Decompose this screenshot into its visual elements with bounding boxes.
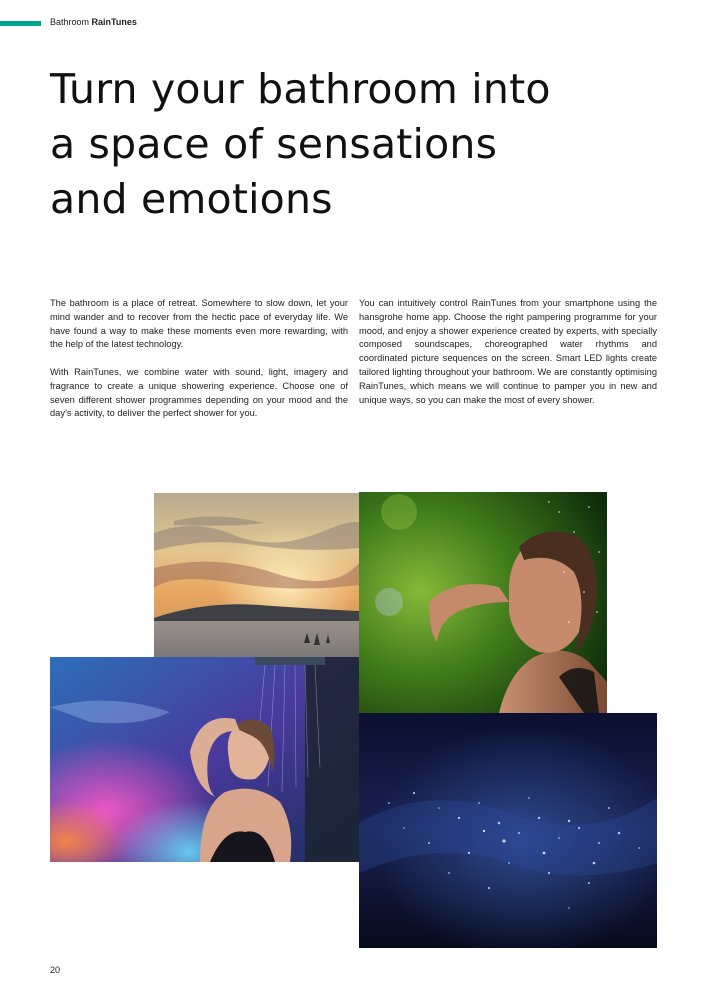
woman-shower-blue-light-photo [50, 657, 359, 862]
title-line-2: a space of sensations [50, 120, 498, 168]
woman-under-shower-green-photo [359, 492, 607, 713]
body-paragraph: With RainTunes, we combine water with sound, light, imagery and fragrance to create a unique showering experience. Choose one of seven different shower programmes depending on your mood and the day’s activity, to deliver the perfect shower for you. [50, 366, 348, 419]
page-title [50, 62, 670, 227]
body-paragraph: You can intuitively control RainTunes from your smartphone using the hansgrohe home app. Choose the right pampering programme for your mood, and enjoy a shower experience created by experts, with specially composed soundscapes, choreographed water rhythms and coordinated picture sequences on the screen. Smart LED lights create tailored lighting throughout your bathroom. We are constantly optimising RainTunes, which means we will continue to pamper you in new and unique ways, so you can make the most of every shower. [359, 298, 657, 405]
running-head-product: RainTunes [91, 17, 137, 27]
body-paragraph: The bathroom is a place of retreat. Somewhere to slow down, let your mind wander and to recover from the hectic pace of everyday life. We have found a way to make these moments even more rewarding, with the help of the latest technology. [50, 298, 348, 350]
sunset-landscape-photo [154, 493, 359, 658]
body-column-left [50, 297, 348, 435]
title-line-1: Turn your bathroom into [50, 65, 551, 113]
water-droplets-dark-blue-photo [359, 713, 657, 948]
body-column-right [359, 297, 657, 421]
page-number: 20 [50, 965, 61, 975]
running-head [50, 17, 137, 27]
running-head-section: Bathroom [50, 17, 90, 27]
section-accent-bar [0, 21, 41, 26]
title-line-3: and emotions [50, 175, 333, 223]
